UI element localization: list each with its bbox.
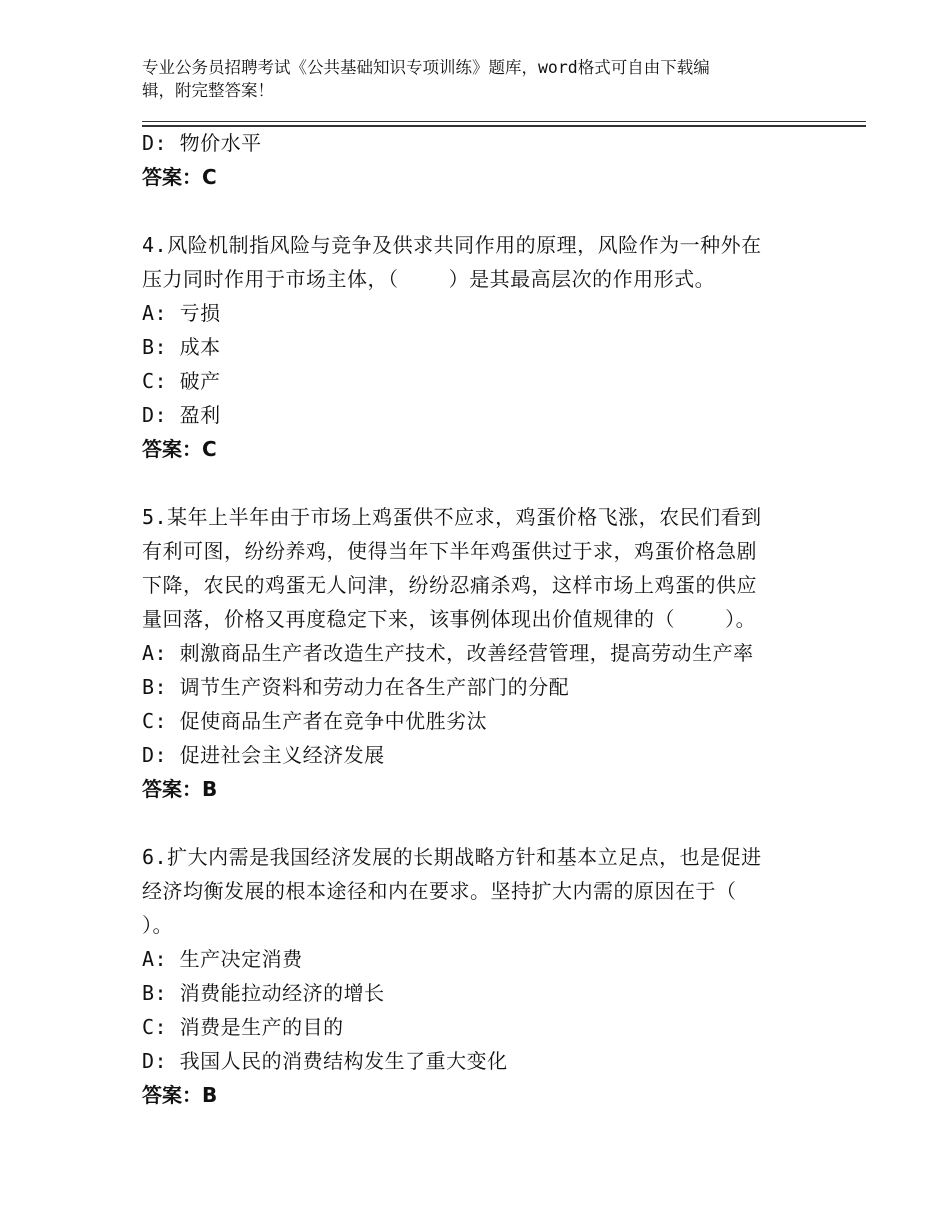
option-text: D: 我国人民的消费结构发生了重大变化 (142, 1049, 508, 1073)
answer-text: 答案：C (142, 165, 217, 189)
answer-text: 答案：B (142, 777, 218, 801)
answer-text: 答案：C (142, 437, 217, 461)
option-text: B: 消费能拉动经济的增长 (142, 981, 385, 1005)
question-text: 量回落，价格又再度稳定下来，该事例体现出价值规律的（ ）。 (142, 607, 757, 631)
option-text: D: 盈利 (142, 403, 221, 427)
header-divider-thin (142, 121, 866, 122)
question-block (142, 194, 802, 466)
question-block (142, 806, 802, 1112)
option-text: A: 刺激商品生产者改造生产技术，改善经营管理，提高劳动生产率 (142, 641, 754, 665)
option-text: A: 亏损 (142, 301, 221, 325)
option-text: D: 物价水平 (142, 131, 262, 155)
question-text: 压力同时作用于市场主体，（ ）是其最高层次的作用形式。 (142, 267, 716, 291)
header-line-2: 辑，附完整答案！ (142, 81, 274, 100)
option-text: A: 生产决定消费 (142, 947, 303, 971)
question-text: ）。 (142, 913, 173, 937)
option-text: B: 调节生产资料和劳动力在各生产部门的分配 (142, 675, 570, 699)
question-text: 4.风险机制指风险与竞争及供求共同作用的原理，风险作为一种外在 (142, 233, 762, 257)
option-text: C: 促使商品生产者在竞争中优胜劣汰 (142, 709, 488, 733)
option-text: B: 成本 (142, 335, 221, 359)
block-spacer (142, 806, 802, 840)
block-spacer (142, 466, 802, 500)
question-text: 有利可图，纷纷养鸡，使得当年下半年鸡蛋供过于求，鸡蛋价格急剧 (142, 539, 757, 563)
question-text: 下降，农民的鸡蛋无人问津，纷纷忍痛杀鸡，这样市场上鸡蛋的供应 (142, 573, 757, 597)
question-text: 5.某年上半年由于市场上鸡蛋供不应求，鸡蛋价格飞涨，农民们看到 (142, 505, 762, 529)
option-text: C: 破产 (142, 369, 221, 393)
option-text: C: 消费是生产的目的 (142, 1015, 344, 1039)
document-header (142, 56, 802, 102)
answer-text: 答案：B (142, 1083, 218, 1107)
question-list (142, 126, 802, 1112)
block-spacer (142, 194, 802, 228)
question-text: 6.扩大内需是我国经济发展的长期战略方针和基本立足点，也是促进 (142, 845, 762, 869)
header-line-1: 专业公务员招聘考试《公共基础知识专项训练》题库，word格式可自由下载编 (142, 58, 710, 77)
question-block (142, 126, 802, 194)
question-text: 经济均衡发展的根本途径和内在要求。坚持扩大内需的原因在于（ (142, 879, 737, 903)
option-text: D: 促进社会主义经济发展 (142, 743, 385, 767)
question-block (142, 466, 802, 806)
